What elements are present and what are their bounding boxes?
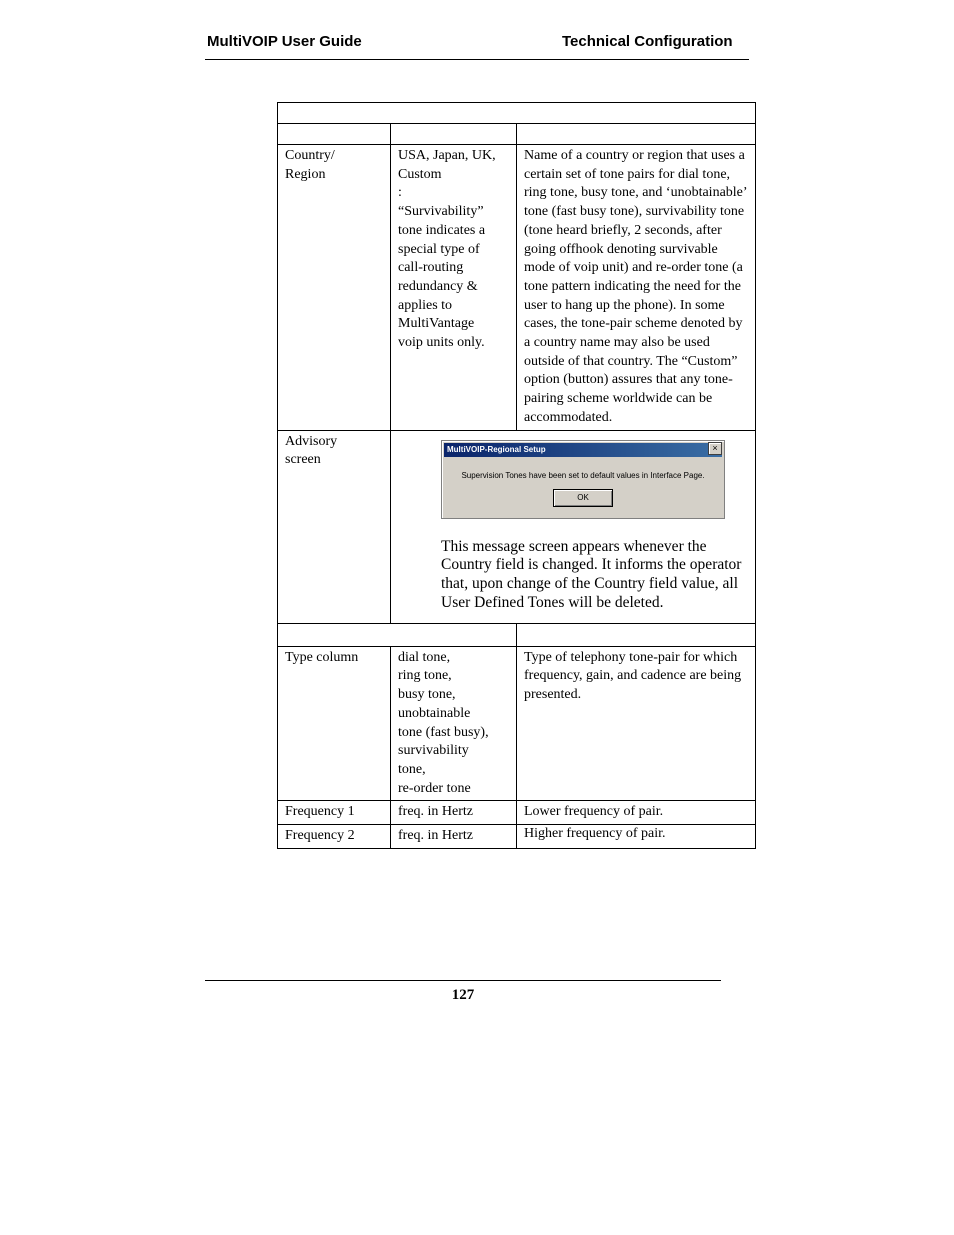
- header-section: Technical Configuration: [562, 33, 733, 50]
- header-rule: [205, 59, 749, 60]
- header-title: MultiVOIP User Guide: [207, 33, 362, 50]
- table-row: [278, 646, 756, 801]
- table-row: [278, 145, 756, 431]
- field-name-country: Country/ Region: [278, 145, 391, 431]
- field-name-type: Type column: [278, 646, 391, 801]
- field-values-frequency-1: freq. in Hertz: [391, 801, 517, 825]
- advisory-content: [391, 430, 756, 623]
- header-cell-field: [278, 124, 391, 145]
- table-title-row: [278, 103, 756, 124]
- subheader-row: [278, 623, 756, 646]
- close-icon[interactable]: ×: [708, 442, 722, 455]
- ok-button[interactable]: OK: [553, 489, 613, 507]
- field-description-frequency-1: Lower frequency of pair.: [517, 801, 756, 825]
- field-description-frequency-2: Higher frequency of pair.: [517, 825, 756, 849]
- field-name-frequency-1: Frequency 1: [278, 801, 391, 825]
- dialog-title: MultiVOIP-Regional Setup: [444, 443, 722, 457]
- table-row: [278, 801, 756, 825]
- field-values-type: dial tone, ring tone, busy tone, unobtainable tone (fast busy), survivability tone, re-order tone: [391, 646, 517, 801]
- page-number: 127: [451, 987, 475, 1003]
- field-values-country: USA, Japan, UK, Custom : “Survivability” tone indicates a special type of call-routing redundancy & applies to MultiVantage voip units only.: [391, 145, 517, 431]
- field-name-advisory: Advisory screen: [278, 430, 391, 623]
- subheader-cell-right: [517, 623, 756, 646]
- header-cell-description: [517, 124, 756, 145]
- footer-rule: [205, 980, 721, 981]
- table-title-cell: [278, 103, 756, 124]
- header-cell-values: [391, 124, 517, 145]
- table-row: [278, 430, 756, 623]
- table-header-row: [278, 124, 756, 145]
- field-description-type: Type of telephony tone-pair for which frequency, gain, and cadence are being presented.: [517, 646, 756, 801]
- advisory-description: This message screen appears whenever the Country field is changed. It informs the operator that, upon change of the Country field value, all User Defined Tones will be deleted.: [441, 537, 742, 611]
- field-name-frequency-2: Frequency 2: [278, 825, 391, 849]
- dialog-message: Supervision Tones have been set to default values in Interface Page.: [461, 470, 705, 480]
- table-row: [278, 825, 756, 849]
- regional-setup-dialog: [441, 440, 725, 519]
- field-description-country: Name of a country or region that uses a certain set of tone pairs for dial tone, ring tone, busy tone, and ‘unobtainable’ tone (fast busy tone), survivability tone (tone heard briefly, 2 seconds, after going offhook denoting survivable mode of voip unit) and re-order tone (a tone pattern indicating the need for the user to hang up the phone). In some cases, the tone-pair scheme denoted by a country name may also be used outside of that country. The “Custom” option (button) assures that any tone-pairing scheme worldwide can be accommodated.: [517, 145, 756, 431]
- field-definitions-table: [277, 102, 756, 849]
- subheader-cell-left: [278, 623, 517, 646]
- field-values-frequency-2: freq. in Hertz: [391, 825, 517, 849]
